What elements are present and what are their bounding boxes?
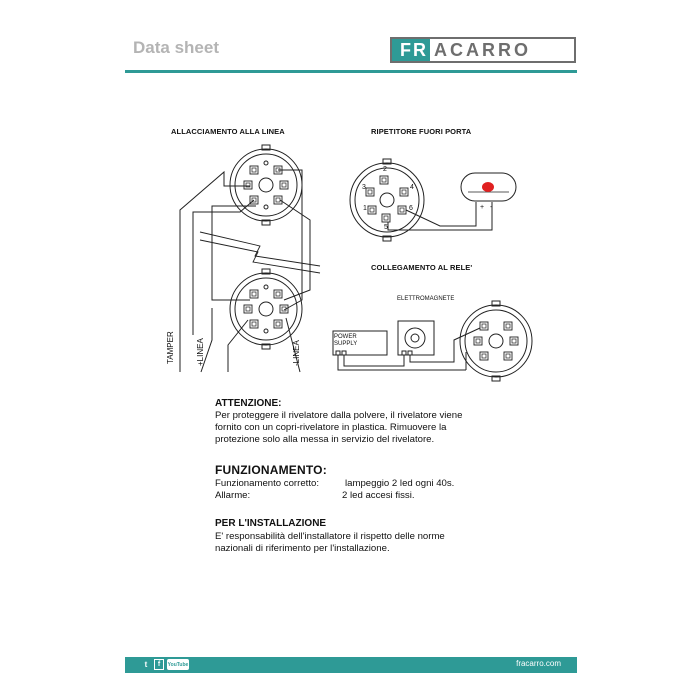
facebook-icon[interactable]: f [154,659,164,670]
diagram-title-relay: COLLEGAMENTO AL RELE' [371,263,473,272]
terminal-label: 4 [410,184,414,191]
diagram-title-line: ALLACCIAMENTO ALLA LINEA [171,127,285,136]
plus-linea-label: +LINEA [196,338,205,366]
twitter-icon[interactable]: t [144,660,148,669]
function-row-label: Allarme: [215,490,251,501]
diagram-title-repeater: RIPETITORE FUORI PORTA [371,127,472,136]
attention-text: Per proteggere il rivelatore dalla polvere, il rivelatore viene fornito con un copri-rivelatore in plastica. Rimuovere la protezione solo alla messa in servizio del rivelatore. [215,410,463,446]
page-title: Data sheet [133,38,219,57]
installation-heading: PER L'INSTALLAZIONE [215,518,327,529]
detector-base-relay [460,301,532,381]
detector-base-top [230,145,302,225]
function-row-value: 2 led accesi fissi. [342,490,415,501]
red-led [482,182,494,192]
terminal-label: 3 [362,184,366,191]
youtube-icon[interactable]: YouTube [167,659,189,670]
footer-bar [125,657,577,673]
website-link[interactable]: fracarro.com [516,659,561,668]
function-heading: FUNZIONAMENTO: [215,463,327,477]
function-row-value: lampeggio 2 led ogni 40s. [345,478,455,489]
tamper-label: TAMPER [166,331,175,364]
function-row-label: Funzionamento corretto: [215,478,319,489]
attention-heading: ATTENZIONE: [215,398,282,409]
terminal-label: 5 [384,224,388,231]
terminal-label: 6 [409,205,413,212]
power-supply-label: POWER SUPPLY [334,334,358,347]
terminal-label: 2 [383,166,387,173]
installation-text: E' responsabilità dell'installatore il rispetto delle norme nazionali di riferimento per l'installazione. [215,531,445,555]
minus-linea-label: -LINEA [292,340,301,366]
social-links [141,659,189,670]
logo-rest: ACARRO [430,39,535,61]
minus-sign: - [490,204,493,211]
electromagnet-label: ELETTROMAGNETE [397,296,455,302]
plus-sign: + [480,204,485,211]
logo-fr: FR [392,39,430,61]
terminal-label: 1 [363,205,367,212]
